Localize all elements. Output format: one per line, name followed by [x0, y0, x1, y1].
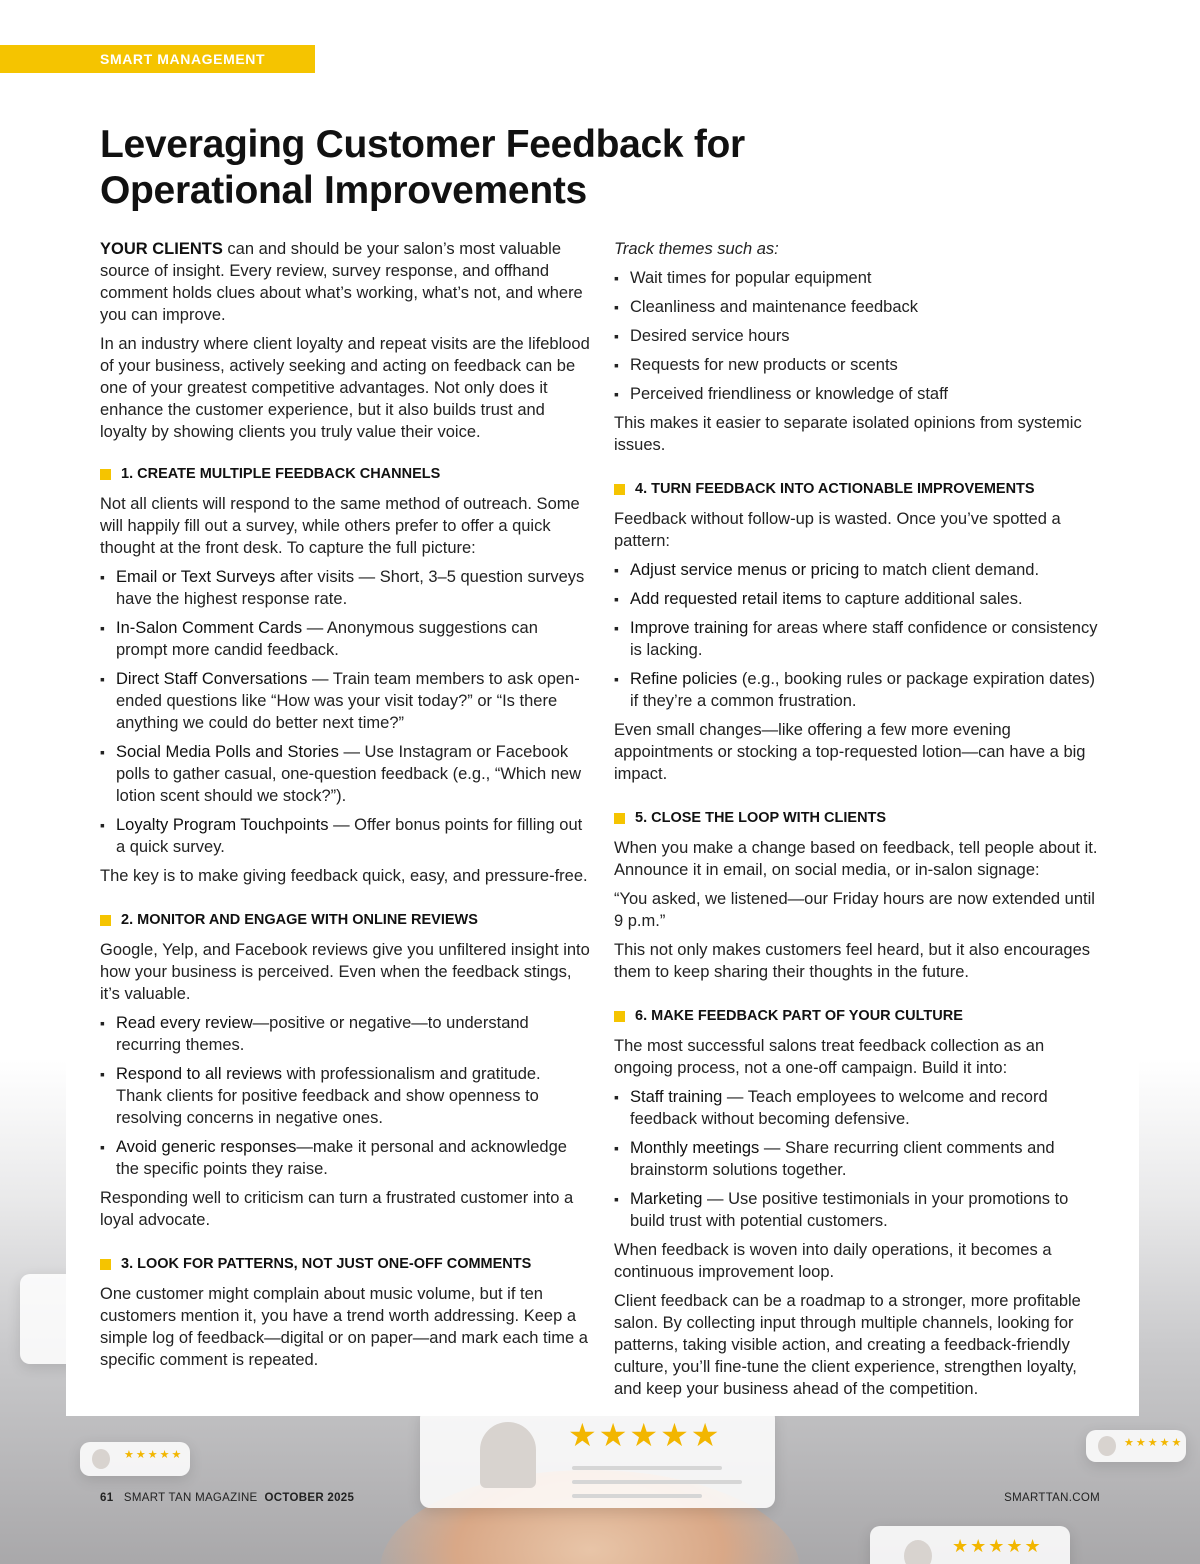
- section-5-paragraph: When you make a change based on feedback, tell people about it. Announce it in email, on social media, or in-salon signage:: [614, 839, 1098, 879]
- section-label: SMART MANAGEMENT: [100, 51, 266, 67]
- review-line: [572, 1480, 742, 1484]
- list-item-text: (e.g., booking rules or package expiration dates) if they’re a common frustration.: [630, 670, 1096, 710]
- list-item-text: —positive or negative—to understand recurring themes.: [116, 1014, 529, 1054]
- bullet-icon: ▪: [100, 671, 105, 687]
- heading-square-icon: [100, 469, 111, 480]
- list-item-term: Avoid generic responses: [116, 1138, 297, 1156]
- bullet-icon: ▪: [100, 1139, 105, 1155]
- list-item: [614, 1188, 1104, 1232]
- review-line: [572, 1494, 702, 1498]
- bullet-icon: ▪: [100, 569, 105, 585]
- section-6-close: When feedback is woven into daily operations, it becomes a continuous improvement loop.: [614, 1241, 1052, 1281]
- list-item-text: — Use Instagram or Facebook polls to gather casual, one-question feedback (e.g., “Which new lotion scent should we stock?”).: [116, 743, 582, 805]
- list-item-text: Cleanliness and maintenance feedback: [630, 298, 919, 316]
- section-4-paragraph: Feedback without follow-up is wasted. Once you’ve spotted a pattern:: [614, 510, 1061, 550]
- bullet-icon: ▪: [614, 328, 619, 344]
- heading-square-icon: [100, 915, 111, 926]
- list-item-term: Marketing: [630, 1190, 703, 1208]
- list-item-text: — Use positive testimonials in your promotions to build trust with potential customers.: [630, 1190, 1069, 1230]
- bullet-icon: ▪: [100, 1015, 105, 1031]
- section-2-close: Responding well to criticism can turn a frustrated customer into a loyal advocate.: [100, 1189, 574, 1229]
- list-item-term: Loyalty Program Touchpoints: [116, 816, 329, 834]
- star-rating: ★★★★★: [952, 1536, 1043, 1556]
- list-item-text: — Anonymous suggestions can prompt more candid feedback.: [116, 619, 538, 659]
- left-column: [100, 238, 590, 1378]
- list-item-text: Perceived friendliness or knowledge of staff: [630, 385, 948, 403]
- list-item-term: Read every review: [116, 1014, 253, 1032]
- bullet-icon: ▪: [614, 591, 619, 607]
- list-item: [614, 617, 1104, 661]
- section-5-quote: “You asked, we listened—our Friday hours are now extended until 9 p.m.”: [614, 890, 1095, 930]
- avatar-icon: [92, 1449, 110, 1469]
- list-item-text: Requests for new products or scents: [630, 356, 898, 374]
- list-item: [614, 1137, 1104, 1181]
- list-item: [614, 559, 1104, 581]
- list-item-text: — Train team members to ask open-ended questions like “How was your visit today?” or “Is there anything we could do better next time?”: [116, 670, 580, 732]
- heading-square-icon: [614, 813, 625, 824]
- section-4-close: Even small changes—like offering a few more evening appointments or stocking a top-requested lotion—can have a big impact.: [614, 721, 1086, 783]
- section-heading-1: [100, 463, 590, 485]
- list-item: [614, 267, 1104, 289]
- section-band: [0, 45, 315, 73]
- footer-left: [100, 1492, 354, 1504]
- list-item: [614, 1086, 1104, 1130]
- list-item-text: to match client demand.: [859, 561, 1040, 579]
- section-3-paragraph: One customer might complain about music volume, but if ten customers mention it, you have a trend worth addressing. Keep a simple log of feedback—digital or on paper—and mark each time a specific comment is repeated.: [100, 1285, 588, 1369]
- review-card-large: [420, 1408, 775, 1508]
- heading-square-icon: [100, 1259, 111, 1270]
- right-column: [614, 238, 1104, 1407]
- list-item: [100, 1012, 590, 1056]
- list-item: [100, 814, 590, 858]
- section-heading-5: [614, 807, 1104, 829]
- section-heading-text: 1. CREATE MULTIPLE FEEDBACK CHANNELS: [121, 466, 441, 482]
- avatar-icon: [1098, 1436, 1116, 1456]
- star-rating: ★★★★★: [1124, 1437, 1184, 1449]
- list-item-text: for areas where staff confidence or consistency is lacking.: [630, 619, 1098, 659]
- list-item: [100, 668, 590, 734]
- list-item-term: Respond to all reviews: [116, 1065, 282, 1083]
- section-heading-text: 3. LOOK FOR PATTERNS, NOT JUST ONE-OFF COMMENTS: [121, 1256, 532, 1272]
- avatar-icon: [480, 1422, 536, 1488]
- list-item-text: Desired service hours: [630, 327, 790, 345]
- bullet-icon: ▪: [100, 744, 105, 760]
- section-heading-3: [100, 1253, 590, 1275]
- section-1-list: [100, 566, 590, 858]
- list-item: [100, 566, 590, 610]
- bullet-icon: ▪: [100, 620, 105, 636]
- bullet-icon: ▪: [614, 386, 619, 402]
- section-1-close: The key is to make giving feedback quick, easy, and pressure-free.: [100, 867, 588, 885]
- review-line: [572, 1466, 722, 1470]
- intro-paragraph: [100, 238, 590, 326]
- heading-square-icon: [614, 484, 625, 495]
- intro-lead: YOUR CLIENTS: [100, 240, 223, 258]
- list-item-term: Direct Staff Conversations: [116, 670, 308, 688]
- bullet-icon: ▪: [614, 1089, 619, 1105]
- list-item: [614, 588, 1104, 610]
- list-item: [614, 296, 1104, 318]
- review-card-small-right: [1086, 1430, 1186, 1462]
- track-close: This makes it easier to separate isolated opinions from systemic issues.: [614, 414, 1082, 454]
- list-item: [100, 1063, 590, 1129]
- star-rating: ★★★★★: [124, 1449, 184, 1461]
- bullet-icon: ▪: [614, 562, 619, 578]
- footer-right: [1004, 1492, 1100, 1504]
- list-item: [614, 325, 1104, 347]
- bullet-icon: ▪: [614, 671, 619, 687]
- section-heading-4: [614, 478, 1104, 500]
- bullet-icon: ▪: [614, 1191, 619, 1207]
- section-2-paragraph: Google, Yelp, and Facebook reviews give you unfiltered insight into how your business is perceived. Even when the feedback stings, it’s valuable.: [100, 941, 590, 1003]
- issue-date: OCTOBER 2025: [264, 1492, 355, 1504]
- section-heading-6: [614, 1005, 1104, 1027]
- list-item: [614, 383, 1104, 405]
- conclusion-paragraph: Client feedback can be a roadmap to a stronger, more profitable salon. By collecting input through multiple channels, looking for patterns, taking visible action, and creating a feedback-friendly culture, you’ll fine-tune the client experience, strengthen loyalty, and keep your business ahead of the competition.: [614, 1292, 1081, 1398]
- section-5-close: This not only makes customers feel heard, but it also encourages them to keep sharing their thoughts in the future.: [614, 941, 1090, 981]
- list-item-text: — Teach employees to welcome and record feedback without becoming defensive.: [630, 1088, 1048, 1128]
- section-2-list: [100, 1012, 590, 1180]
- section-1-paragraph: Not all clients will respond to the same method of outreach. Some will happily fill out a survey, while others prefer to offer a quick thought at the front desk. To capture the full picture:: [100, 495, 580, 557]
- list-item: [614, 354, 1104, 376]
- list-item-term: Adjust service menus or pricing: [630, 561, 860, 579]
- magazine-name: SMART TAN MAGAZINE: [123, 1492, 258, 1504]
- section-heading-text: 4. TURN FEEDBACK INTO ACTIONABLE IMPROVEMENTS: [635, 481, 1035, 497]
- list-item-term: Social Media Polls and Stories: [116, 743, 339, 761]
- section-heading-text: 2. MONITOR AND ENGAGE WITH ONLINE REVIEWS: [121, 912, 478, 928]
- bullet-icon: ▪: [100, 817, 105, 833]
- list-item-text: to capture additional sales.: [821, 590, 1023, 608]
- bullet-icon: ▪: [614, 299, 619, 315]
- list-item-term: Email or Text Surveys: [116, 568, 276, 586]
- list-item-text: with professionalism and gratitude. Thank clients for positive feedback and show openness to resolving concerns in negative ones.: [116, 1065, 541, 1127]
- list-item-term: Staff training: [630, 1088, 723, 1106]
- list-item-term: Monthly meetings: [630, 1139, 760, 1157]
- list-item: [100, 741, 590, 807]
- section-heading-2: [100, 909, 590, 931]
- list-item-text: —make it personal and acknowledge the specific points they raise.: [116, 1138, 567, 1178]
- intro-paragraph-2: In an industry where client loyalty and repeat visits are the lifeblood of your business, actively seeking and acting on feedback can be one of your greatest competitive advantages. Not only does it enhance the customer experience, but it also builds trust and loyalty by showing clients you truly value their voice.: [100, 335, 590, 441]
- review-card-bottom-right: [870, 1526, 1070, 1564]
- website-link[interactable]: SMARTTAN.COM: [1004, 1492, 1100, 1504]
- bullet-icon: ▪: [100, 1066, 105, 1082]
- list-item-text: after visits — Short, 3–5 question surveys have the highest response rate.: [116, 568, 585, 608]
- list-item-text: — Share recurring client comments and brainstorm solutions together.: [630, 1139, 1055, 1179]
- list-item-text: Wait times for popular equipment: [630, 269, 872, 287]
- section-6-paragraph: The most successful salons treat feedback collection as an ongoing process, not a one-off campaign. Build it into:: [614, 1037, 1045, 1077]
- article-title: Leveraging Customer Feedback for Operational Improvements: [100, 123, 745, 212]
- heading-square-icon: [614, 1011, 625, 1022]
- page-number: 61: [100, 1492, 114, 1504]
- track-list: [614, 267, 1104, 405]
- section-heading-text: 6. MAKE FEEDBACK PART OF YOUR CULTURE: [635, 1008, 963, 1024]
- list-item-text: — Offer bonus points for filling out a quick survey.: [116, 816, 583, 856]
- bullet-icon: ▪: [614, 620, 619, 636]
- section-heading-text: 5. CLOSE THE LOOP WITH CLIENTS: [635, 810, 887, 826]
- list-item: [614, 668, 1104, 712]
- review-card-small-left: [80, 1442, 190, 1476]
- list-item-term: Refine policies: [630, 670, 738, 688]
- star-rating: ★★★★★: [568, 1417, 722, 1453]
- list-item: [100, 617, 590, 661]
- intro-text: can and should be your salon’s most valuable source of insight. Every review, survey response, and offhand comment holds clues about what’s working, what’s not, and where you can improve.: [100, 240, 583, 324]
- list-item: [100, 1136, 590, 1180]
- list-item-term: Add requested retail items: [630, 590, 822, 608]
- bullet-icon: ▪: [614, 270, 619, 286]
- list-item-term: Improve training: [630, 619, 749, 637]
- avatar-icon: [904, 1540, 932, 1564]
- section-6-list: [614, 1086, 1104, 1232]
- bullet-icon: ▪: [614, 1140, 619, 1156]
- section-4-list: [614, 559, 1104, 712]
- bullet-icon: ▪: [614, 357, 619, 373]
- track-label: Track themes such as:: [614, 240, 779, 258]
- list-item-term: In-Salon Comment Cards: [116, 619, 303, 637]
